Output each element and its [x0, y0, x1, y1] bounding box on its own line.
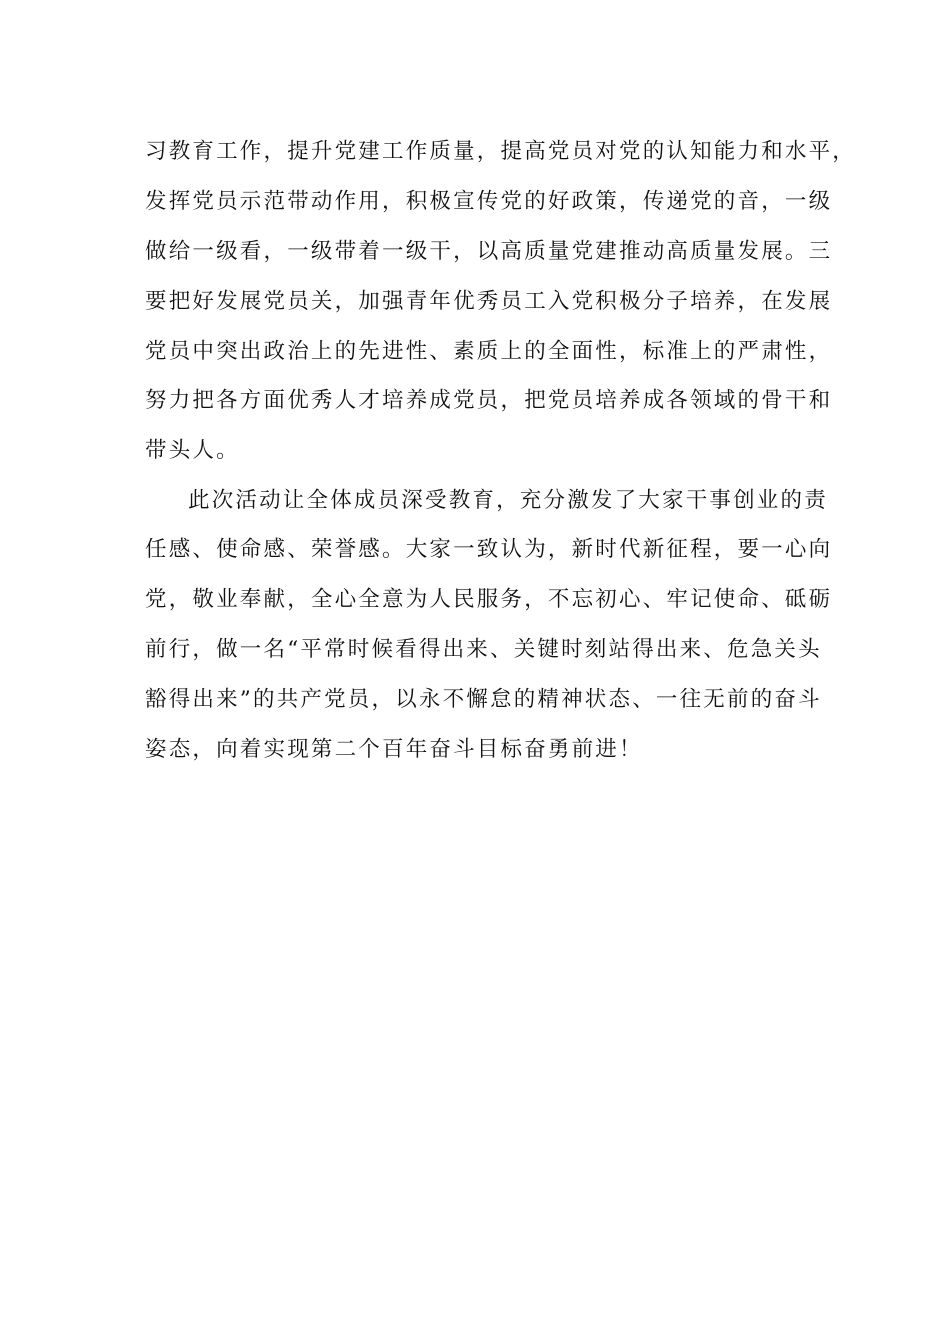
- paragraph-2-line-3: 党，敬业奉献，全心全意为人民服务，不忘初心、牢记使命、砥砺: [145, 587, 833, 612]
- paragraph-2-line-2: 任感、使命感、荣誉感。大家一致认为，新时代新征程，要一心向: [145, 537, 833, 562]
- paragraph-2-line-4: 前行，做一名“平常时候看得出来、关键时刻站得出来、危急关头: [145, 637, 822, 662]
- paragraph-1-line-7: 带头人。: [145, 438, 240, 463]
- paragraph-1-line-6: 努力把各方面优秀人才培养成党员，把党员培养成各领域的骨干和: [145, 388, 833, 413]
- paragraph-2-line-5: 豁得出来”的共产党员，以永不懈怠的精神状态、一往无前的奋斗: [145, 687, 822, 712]
- paragraph-1-line-5: 党员中突出政治上的先进性、素质上的全面性，标准上的严肃性，: [145, 339, 833, 364]
- paragraph-1-line-3: 做给一级看，一级带着一级干，以高质量党建推动高质量发展。三: [145, 239, 833, 264]
- paragraph-2-line-6: 姿态，向着实现第二个百年奋斗目标奋勇前进！: [145, 737, 643, 762]
- paragraph-1-line-4: 要把好发展党员关，加强青年优秀员工入党积极分子培养，在发展: [145, 289, 833, 314]
- paragraph-1-line-1: 习教育工作，提升党建工作质量，提高党员对党的认知能力和水平，: [145, 139, 857, 164]
- paragraph-2-line-1: 此次活动让全体成员深受教育，充分激发了大家干事创业的责: [188, 488, 828, 513]
- paragraph-1-line-2: 发挥党员示范带动作用，积极宣传党的好政策，传递党的音，一级: [145, 189, 833, 214]
